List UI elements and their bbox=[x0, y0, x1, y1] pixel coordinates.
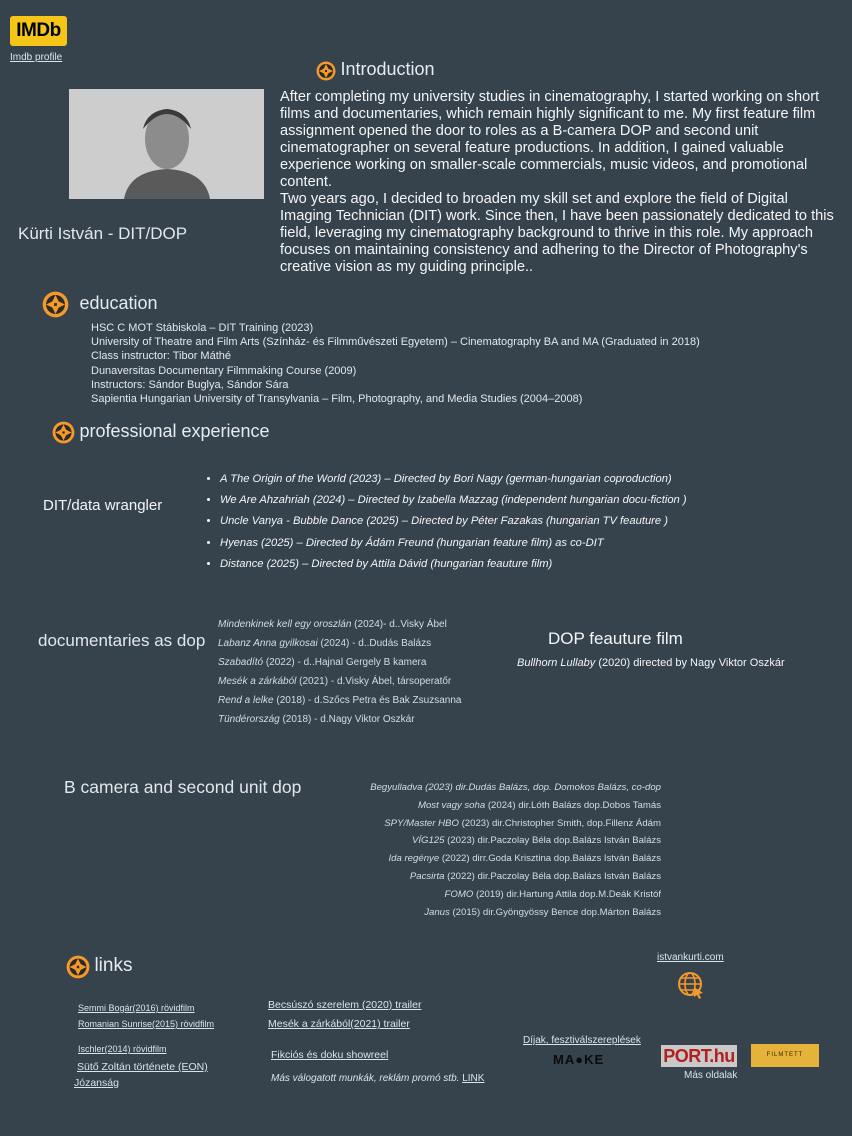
portrait-photo bbox=[69, 89, 264, 199]
film-details: (2020) directed by Nagy Viktor Oszkár bbox=[595, 657, 785, 669]
documentaries-list bbox=[218, 615, 461, 729]
camera-shutter-icon bbox=[52, 421, 75, 444]
list-item bbox=[370, 850, 661, 868]
intro-paragraph-2: Two years ago, I decided to broaden my skill set and explore the field of Digital Imaging Technician (DIT) work. Since then, I have been passionately dedicated to this field, leveraging my cinematography background to thrive in this role. My approach focuses on maintaining consistency and adhering to the Director of Photography's creative vision as my guiding principle.. bbox=[280, 191, 834, 275]
bcamera-title: B camera and second unit dop bbox=[64, 777, 302, 797]
short-film-link[interactable]: Romanian Sunrise(2015) rövidfilm bbox=[78, 1019, 215, 1029]
list-item bbox=[218, 710, 461, 729]
imdb-profile-link[interactable]: Imdb profile bbox=[10, 52, 63, 63]
film-details: (2023) dir.Paczolay Béla dop.Balázs István Balázs bbox=[444, 835, 661, 847]
bcamera-list bbox=[370, 779, 661, 921]
short-film-link[interactable]: Ischler(2014) rövidfilm bbox=[78, 1044, 167, 1054]
intro-paragraph-1: After completing my university studies in cinematography, I started working on short films and documentaries, which remain highly significant to me. My first feature film assignment opened the door to roles as a B-camera DOP and second unit cinematographer on several feature productions. In addition, I gained valuable experience working on smaller-scale commercials, music videos, and promotional content. bbox=[280, 89, 820, 190]
list-item bbox=[370, 815, 661, 833]
awards-link[interactable]: Díjak, fesztiválszereplések bbox=[523, 1035, 641, 1046]
links-title: links bbox=[94, 955, 133, 977]
film-title: Pacsirta bbox=[409, 870, 445, 882]
film-details: (2022) - d..Hajnal Gergely B kamera bbox=[263, 657, 427, 668]
film-details: (2015) dir.Gyöngyössy Bence dop.Márton Balázs bbox=[449, 906, 661, 918]
intro-title: Introduction bbox=[340, 59, 435, 79]
port-hu-logo[interactable]: PORT.hu bbox=[661, 1045, 737, 1067]
more-works-label: Más válogatott munkák, reklám promó stb. bbox=[271, 1073, 463, 1084]
experience-list bbox=[206, 470, 687, 576]
camera-shutter-icon bbox=[42, 291, 69, 318]
film-details: (2022) dir.Paczolay Béla dop.Balázs István Balázs bbox=[444, 870, 661, 882]
film-details: (2018) - d.Nagy Viktor Oszkár bbox=[279, 714, 415, 725]
education-heading bbox=[42, 291, 158, 318]
showreel-link[interactable]: Fikciós és doku showreel bbox=[271, 1049, 389, 1061]
film-title: Bullhorn Lullaby bbox=[517, 657, 596, 669]
film-title: Begyulladva (2023) dir.Dudás Balázs, dop. Domokos Balázs, co-dop bbox=[370, 782, 661, 793]
camera-shutter-icon bbox=[66, 955, 90, 979]
list-item: • We Are Ahzahriah (2024) – Directed by Izabella Mazzag (independent hungarian docu-fiction ) bbox=[220, 491, 687, 512]
film-title: Janus bbox=[424, 906, 450, 918]
education-title: education bbox=[79, 292, 158, 313]
film-title: Tündérország bbox=[218, 714, 280, 725]
list-item bbox=[370, 868, 661, 886]
suto-zoltan-link[interactable]: Sütő Zoltán története (EON) bbox=[77, 1061, 208, 1073]
trailer-link[interactable]: Mesék a zárkából(2021) trailer bbox=[268, 1018, 410, 1030]
list-item bbox=[218, 653, 461, 672]
globe-icon[interactable] bbox=[677, 971, 705, 999]
film-title: FOMO bbox=[444, 888, 474, 900]
maoke-logo[interactable]: MA●KE bbox=[553, 1052, 605, 1067]
jozansag-link[interactable]: Józanság bbox=[74, 1077, 119, 1089]
camera-shutter-icon bbox=[316, 61, 336, 81]
person-name: Kürti István - DIT/DOP bbox=[18, 224, 188, 243]
list-item bbox=[370, 779, 661, 797]
film-details: (2024) - d..Dudás Balázs bbox=[317, 638, 432, 649]
list-item: • Uncle Vanya - Bubble Dance (2025) – Directed by Péter Fazakas (hungarian TV feauture ) bbox=[220, 512, 687, 533]
dop-feature-title: DOP feauture film bbox=[548, 629, 683, 648]
film-details: (2022) dirr.Goda Krisztina dop.Balázs István Balázs bbox=[439, 853, 661, 865]
documentaries-title: documentaries as dop bbox=[38, 631, 206, 650]
film-title: Labanz Anna gyilkosai bbox=[218, 638, 318, 649]
list-item bbox=[218, 634, 461, 653]
imdb-logo[interactable]: IMDb bbox=[10, 16, 67, 46]
experience-heading bbox=[52, 421, 270, 444]
links-heading bbox=[66, 955, 132, 979]
intro-heading bbox=[316, 59, 435, 81]
list-item: Sapientia Hungarian University of Transylvania – Film, Photography, and Media Studies (2004–2008) bbox=[91, 393, 583, 406]
film-details: (2024) dir.Lóth Balázs dop.Dobos Tamás bbox=[485, 799, 661, 811]
list-item: HSC C MOT Stábiskola – DIT Training (2023) bbox=[91, 322, 314, 334]
list-item bbox=[218, 672, 461, 691]
list-item bbox=[370, 832, 661, 850]
trailer-link[interactable]: Becsúszó szerelem (2020) trailer bbox=[268, 999, 422, 1011]
list-item: Instructors: Sándor Buglya, Sándor Sára bbox=[91, 378, 289, 391]
film-title: Rend a lelke bbox=[218, 695, 274, 706]
filmtett-logo[interactable]: FILMTETT bbox=[751, 1044, 819, 1067]
more-works bbox=[271, 1073, 484, 1084]
film-title: Szabadító bbox=[218, 657, 264, 668]
list-item: Dunaversitas Documentary Filmmaking Course (2009) bbox=[91, 364, 357, 377]
film-details: (2021) - d.Visky Ábel, társoperatőr bbox=[296, 676, 452, 687]
list-item: • Hyenas (2025) – Directed by Ádám Freund (hungarian feature film) as co-DIT bbox=[220, 534, 687, 555]
film-details: (2019) dir.Hartung Attila dop.M.Deák Kristóf bbox=[473, 888, 661, 900]
more-works-link[interactable]: LINK bbox=[462, 1073, 485, 1084]
film-title: Mesék a zárkából bbox=[218, 676, 297, 687]
film-details: (2024)- d..Visky Ábel bbox=[351, 619, 447, 630]
list-item bbox=[370, 904, 661, 922]
dop-feature-item bbox=[517, 657, 785, 669]
film-title: Ida regénye bbox=[388, 853, 440, 865]
experience-title: professional experience bbox=[79, 421, 270, 441]
list-item bbox=[218, 691, 461, 710]
list-item bbox=[370, 797, 661, 815]
list-item: • A The Origin of the World (2023) – Directed by Bori Nagy (german-hungarian coproduction) bbox=[220, 470, 687, 491]
film-title: Mindenkinek kell egy oroszlán bbox=[218, 619, 352, 630]
list-item: Class instructor: Tibor Máthé bbox=[91, 350, 231, 363]
film-title: SPY/Master HBO bbox=[384, 817, 459, 829]
film-title: Most vagy soha bbox=[417, 799, 486, 811]
list-item bbox=[218, 615, 461, 634]
experience-role: DIT/data wrangler bbox=[43, 497, 163, 514]
film-details: (2023) dir.Christopher Smith, dop.Fillenz Ádám bbox=[458, 817, 661, 829]
list-item: University of Theatre and Film Arts (Színház- és Filmművészeti Egyetem) – Cinematography BA and MA (Graduated in 2018) bbox=[91, 336, 700, 349]
intro-text bbox=[280, 89, 840, 276]
website-link[interactable]: istvankurti.com bbox=[657, 952, 724, 963]
list-item bbox=[370, 886, 661, 904]
film-title: VÍG125 bbox=[411, 835, 445, 847]
list-item: • Distance (2025) – Directed by Attila Dávid (hungarian feauture film) bbox=[220, 555, 687, 576]
other-sites-label: Más oldalak bbox=[684, 1070, 738, 1081]
short-film-link[interactable]: Semmi Bogár(2016) rövidfilm bbox=[78, 1003, 195, 1013]
education-list bbox=[91, 321, 700, 406]
film-details: (2018) - d.Szőcs Petra és Bak Zsuzsanna bbox=[273, 695, 462, 706]
